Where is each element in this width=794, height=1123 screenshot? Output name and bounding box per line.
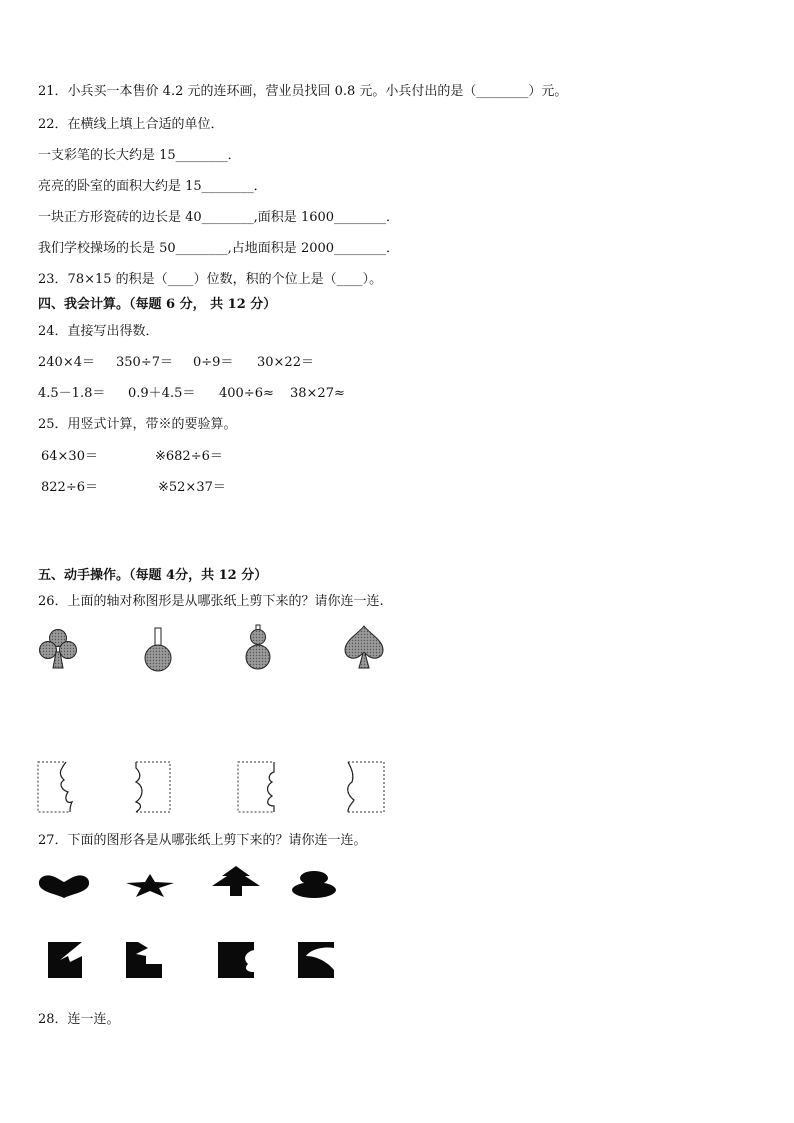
question-22-line: 我们学校操场的长是 50________,占地面积是 2000________． [38, 241, 400, 256]
calc-item: 400÷6≈ [219, 386, 274, 401]
mushroom-icon [290, 868, 338, 900]
bottle-icon [140, 626, 176, 672]
question-27-title: 27．下面的图形各是从哪张纸上剪下来的？请你连一连。 [38, 833, 367, 848]
folded-paper-1 [36, 760, 80, 814]
question-25-title: 25．用竖式计算，带※的要验算。 [38, 417, 237, 432]
vertical-calc-item: 822÷6＝ [41, 480, 98, 495]
calc-item: 30×22＝ [257, 355, 314, 370]
calc-item: 0.9＋4.5＝ [128, 386, 196, 401]
calc-item: 350÷7＝ [116, 355, 173, 370]
calc-item: 0÷9＝ [193, 355, 234, 370]
question-21: 21．小兵买一本售价 4.2 元的连环画，营业员找回 0.8 元。小兵付出的是（________）元。 [38, 84, 568, 99]
question-22-line: 亮亮的卧室的面积大约是 15________． [38, 179, 267, 194]
star-icon [124, 872, 176, 898]
folded-paper-2 [128, 760, 174, 814]
question-24-title: 24．直接写出得数． [38, 324, 159, 339]
calc-item: 4.5－1.8＝ [38, 386, 106, 401]
club-icon [36, 626, 80, 670]
folded-paper-4 [342, 760, 388, 814]
vertical-calc-item: ※52×37＝ [158, 480, 226, 495]
section-4-heading: 四、我会计算。（每题 6 分， 共 12 分） [38, 297, 277, 312]
question-22-title: 22．在横线上填上合适的单位． [38, 117, 224, 132]
gourd-icon [240, 624, 276, 672]
cut-paper-1 [46, 940, 86, 980]
calc-item: 240×4＝ [38, 355, 95, 370]
heart-icon [36, 872, 92, 902]
section-5-heading: 五、动手操作。（每题 4分，共 12 分） [38, 568, 268, 583]
folded-paper-3 [234, 760, 280, 814]
question-26-title: 26．上面的轴对称图形是从哪张纸上剪下来的？请你连一连. [38, 594, 384, 609]
question-22-line: 一块正方形瓷砖的边长是 40________,面积是 1600________． [38, 210, 400, 225]
vertical-calc-item: ※682÷6＝ [155, 449, 223, 464]
cut-paper-4 [296, 940, 336, 980]
question-22-line: 一支彩笔的长大约是 15________． [38, 148, 241, 163]
cut-paper-2 [124, 940, 164, 980]
question-23: 23．78×15 的积是（____）位数，积的个位上是（____）。 [38, 272, 383, 287]
spade-icon [342, 624, 386, 670]
calc-item: 38×27≈ [290, 386, 345, 401]
question-28: 28．连一连。 [38, 1012, 120, 1027]
vertical-calc-item: 64×30＝ [41, 449, 98, 464]
tree-icon [208, 864, 264, 898]
cut-paper-3 [216, 940, 256, 980]
